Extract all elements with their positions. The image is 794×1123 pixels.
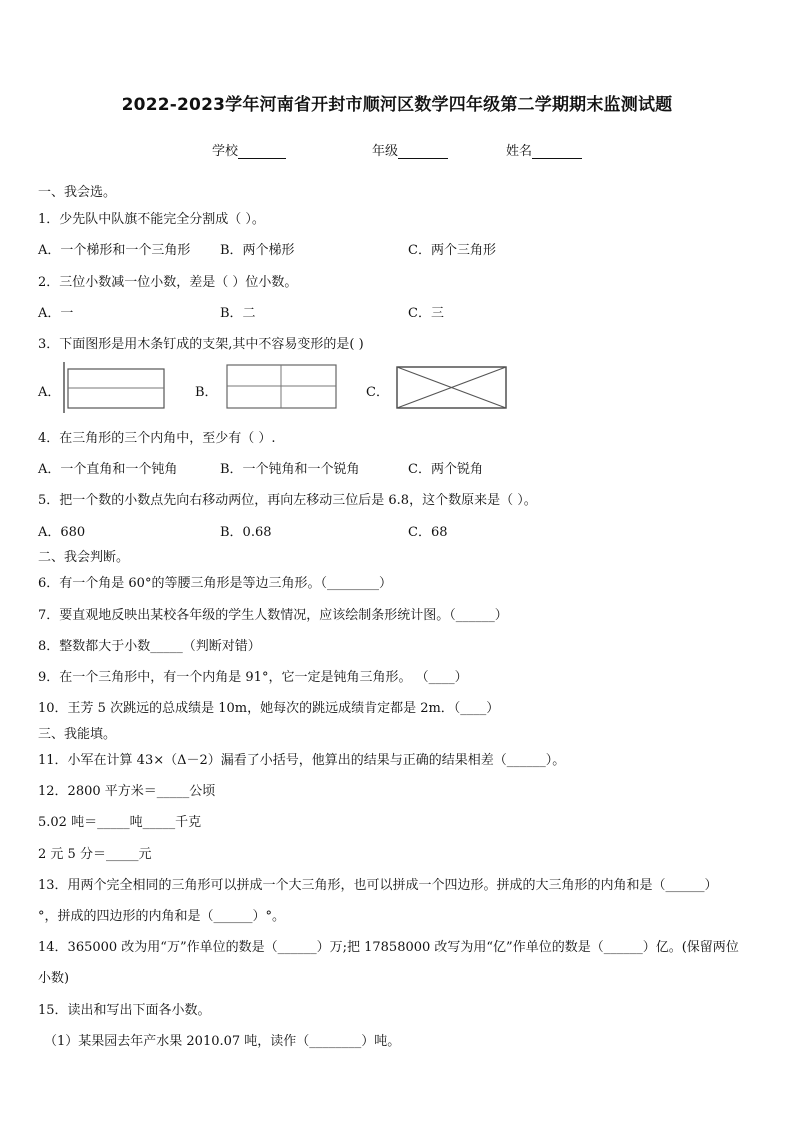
q1-option-c[interactable]: C．两个三角形 <box>408 243 496 258</box>
question-9: 9．在一个三角形中，有一个内角是 91°，它一定是钝角三角形。 （____） <box>38 670 468 685</box>
section-heading-judge: 二、我会判断。 <box>38 550 130 565</box>
section-heading-fill: 三、我能填。 <box>38 727 117 742</box>
q1-option-b[interactable]: B．两个梯形 <box>220 243 295 258</box>
question-14-line-1: 14．365000 改为用“万”作单位的数是（______）万;把 17858000 改写为用“亿”作单位的数是（______）亿。(保留两位 <box>38 940 739 955</box>
question-12-line-3: 2 元 5 分＝_____元 <box>38 847 152 862</box>
q2-option-a[interactable]: A．一 <box>38 306 74 321</box>
q3-option-b[interactable]: B． <box>195 385 218 400</box>
question-2: 2．三位小数减一位小数，差是（ ）位小数。 <box>38 275 298 290</box>
q4-option-a[interactable]: A．一个直角和一个钝角 <box>38 462 178 477</box>
question-12-line-2: 5.02 吨＝_____吨_____千克 <box>38 815 202 830</box>
name-blank[interactable] <box>532 144 582 159</box>
question-13-line-2: °，拼成的四边形的内角和是（______）°。 <box>38 909 286 924</box>
q2-option-c[interactable]: C．三 <box>408 306 444 321</box>
question-5: 5．把一个数的小数点先向右移动两位，再向左移动三位后是 6.8，这个数原来是（ ）。 <box>38 493 537 508</box>
school-label: 学校 <box>212 144 239 159</box>
grade-field <box>372 140 448 159</box>
name-field <box>506 140 582 159</box>
q4-option-b[interactable]: B．一个钝角和一个锐角 <box>220 462 360 477</box>
q5-option-a[interactable]: A．680 <box>38 525 86 540</box>
grade-label: 年级 <box>372 144 399 159</box>
question-7: 7．要直观地反映出某校各年级的学生人数情况，应该绘制条形统计图。（______） <box>38 608 508 623</box>
question-14-line-2: 小数) <box>38 971 70 986</box>
question-10: 10．王芳 5 次跳远的总成绩是 10m，她每次的跳远成绩肯定都是 2m．（____） <box>38 701 500 716</box>
question-15: 15．读出和写出下面各小数。 <box>38 1003 211 1018</box>
q3-option-a[interactable]: A． <box>38 385 61 400</box>
q5-option-c[interactable]: C．68 <box>408 525 448 540</box>
q3-figure-c-frame <box>396 366 508 410</box>
question-1: 1．少先队中队旗不能完全分割成（ ）。 <box>38 212 265 227</box>
q4-option-c[interactable]: C．两个锐角 <box>408 462 483 477</box>
q3-figure-a-frame <box>60 362 168 414</box>
q5-option-b[interactable]: B．0.68 <box>220 525 272 540</box>
name-label: 姓名 <box>506 144 533 159</box>
question-8: 8．整数都大于小数_____（判断对错） <box>38 639 261 654</box>
school-blank[interactable] <box>238 144 286 159</box>
page-title: 2022-2023学年河南省开封市顺河区数学四年级第二学期期末监测试题 <box>121 95 673 115</box>
question-4: 4．在三角形的三个内角中，至少有（ ）. <box>38 431 276 446</box>
school-field <box>212 140 286 159</box>
student-info-row <box>0 140 794 160</box>
section-heading-choose: 一、我会选。 <box>38 185 117 200</box>
question-6: 6．有一个角是 60°的等腰三角形是等边三角形。（________） <box>38 576 392 591</box>
question-11: 11．小军在计算 43×（Δ－2）漏看了小括号，他算出的结果与正确的结果相差（______）。 <box>38 753 566 768</box>
q3-option-c[interactable]: C． <box>366 385 389 400</box>
question-12-line-1: 12．2800 平方米＝_____公顷 <box>38 784 216 799</box>
q3-figure-b-frame <box>226 364 338 410</box>
q1-option-a[interactable]: A．一个梯形和一个三角形 <box>38 243 191 258</box>
grade-blank[interactable] <box>398 144 448 159</box>
q2-option-b[interactable]: B．二 <box>220 306 256 321</box>
question-13-line-1: 13．用两个完全相同的三角形可以拼成一个大三角形，也可以拼成一个四边形。拼成的大三角形的内角和是（______） <box>38 878 718 893</box>
question-15-sub-1: （1）某果园去年产水果 2010.07 吨，读作（________）吨。 <box>44 1034 401 1049</box>
question-3: 3．下面图形是用木条钉成的支架,其中不容易变形的是( ) <box>38 337 364 352</box>
